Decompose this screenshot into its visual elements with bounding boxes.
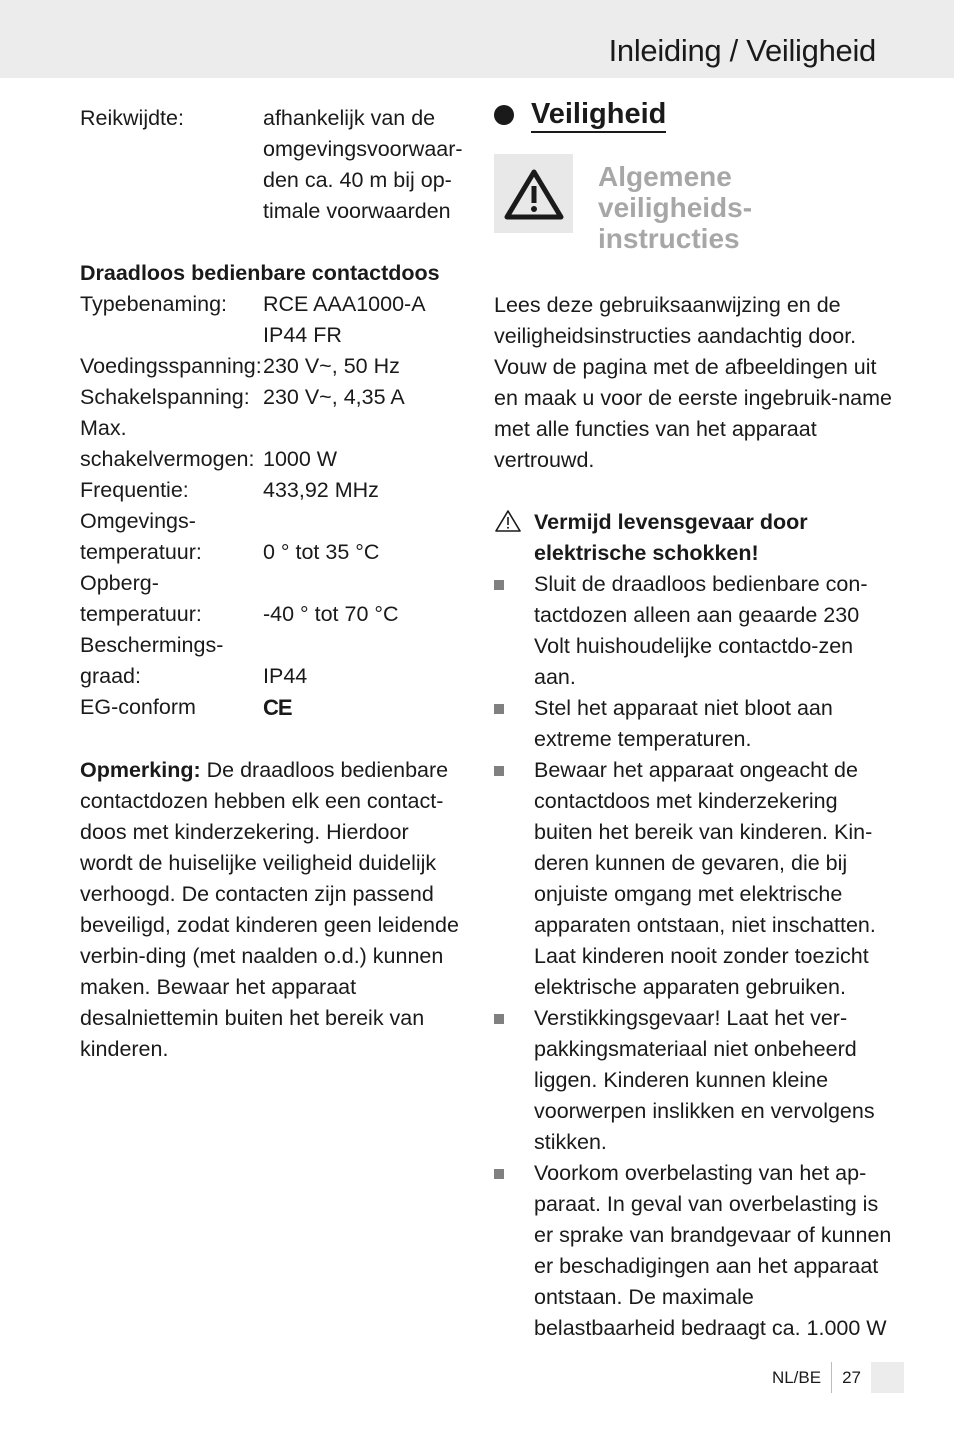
spec-label: Voedingsspanning: (80, 354, 262, 378)
ce-mark-text: CE (263, 695, 292, 720)
right-column (494, 95, 894, 1344)
conform-row (80, 692, 465, 724)
spec-row (80, 630, 465, 661)
list-item-text: Sluit de draadloos bedienbare con-tactdozen alleen aan geaarde 230 Volt huishoudelijke contactdo-zen aan. (534, 572, 868, 689)
spec-value: IP44 (263, 664, 308, 688)
spec-value (263, 413, 465, 444)
left-column (80, 103, 465, 1065)
spec-label: Omgevings- (80, 509, 196, 533)
section-title: Veiligheid (531, 97, 666, 133)
page-header-title: Inleiding / Veiligheid (608, 33, 876, 68)
list-item-text: Stel het apparaat niet bloot aan extreme temperaturen. (534, 696, 833, 751)
spec-label: Schakelspanning: (80, 385, 250, 409)
square-bullet-icon (494, 1014, 504, 1024)
range-row (80, 103, 465, 227)
page-footer (772, 1362, 904, 1393)
square-bullet-icon (494, 704, 504, 714)
list-item-text: Bewaar het apparaat ongeacht de contactdoos met kinderzekering buiten het bereik van kinderen. Kin-deren kunnen de gevaren, die bij onjuiste omgang met elektrische apparaten ontstaan, niet inschatten. Laat kinderen nooit zonder toezicht elektrische apparaten gebruiken. (534, 758, 876, 999)
spec-row (80, 537, 465, 568)
spec-row (80, 382, 465, 413)
spec-value (263, 630, 465, 661)
warning-small-icon (494, 507, 534, 569)
device-title: Draadloos bedienbare contactdoos (80, 261, 440, 285)
spec-label: graad: (80, 664, 141, 688)
spec-row (80, 475, 465, 506)
square-bullet-icon (494, 1169, 504, 1179)
spec-value: -40 ° tot 70 °C (263, 602, 399, 626)
intro-paragraph: Lees deze gebruiksaanwijzing en de veiligheidsinstructies aandachtig door. Vouw de pagina met de afbeeldingen uit en maak u voor de eerste ingebruik-name met alle functies van het apparaat vertrouwd. (494, 293, 892, 472)
note-text: De draadloos bedienbare contactdozen hebben elk een contact-doos met kinderzekering. Hierdoor wordt de huiselijke veiligheid duidelijk verhoogd. De contacten zijn passend beveiligd, zodat kinderen geen leidende verbin-ding (met naalden o.d.) kunnen maken. Bewaar het apparaat desalniettemin buiten het bereik van kinderen. (80, 758, 459, 1061)
spec-label: Frequentie: (80, 478, 189, 502)
spec-value (263, 568, 465, 599)
list-item (494, 693, 894, 755)
list-item-text: Voorkom overbelasting van het ap-paraat. In geval van overbelasting is er sprake van brandgevaar of kunnen er beschadigingen aan het apparaat ontstaan. De maximale belastbaarheid bedraagt ca. 1.000 W (534, 1161, 892, 1340)
range-label: Reikwijdte: (80, 106, 184, 130)
warning-heading-text: Vermijd levensgevaar door elektrische schokken! (534, 510, 808, 565)
list-item (494, 755, 894, 1003)
spec-value: 230 V~, 50 Hz (263, 354, 400, 378)
conform-label: EG-conform (80, 695, 196, 719)
sub-title: Algemene veiligheids-instructies (598, 161, 753, 254)
spec-label: Max. (80, 416, 127, 440)
list-item-text: Verstikkingsgevaar! Laat het ver-pakkingsmateriaal niet onbeheerd liggen. Kinderen kunnen kleine voorwerpen inslikken en vervolgens stikken. (534, 1006, 875, 1154)
section-heading (494, 95, 894, 135)
list-item (494, 1003, 894, 1158)
general-safety-block (494, 154, 894, 254)
spec-label: Opberg- (80, 571, 159, 595)
heading-bullet-icon (494, 105, 514, 125)
spec-row (80, 661, 465, 692)
spec-row (80, 568, 465, 599)
spec-value: RCE AAA1000-A IP44 FR (263, 292, 425, 347)
spec-row (80, 599, 465, 630)
spec-value: 1000 W (263, 447, 338, 471)
spec-label: temperatuur: (80, 602, 202, 626)
footer-tab-box (871, 1362, 904, 1393)
spec-label: schakelvermogen: (80, 447, 255, 471)
warning-heading (494, 507, 894, 569)
list-item (494, 1158, 894, 1344)
warning-triangle-icon (494, 154, 573, 233)
spec-value: 0 ° tot 35 °C (263, 540, 380, 564)
note-label: Opmerking: (80, 758, 201, 782)
spec-row (80, 444, 465, 475)
spec-row (80, 351, 465, 382)
note-paragraph (80, 755, 465, 1065)
square-bullet-icon (494, 580, 504, 590)
safety-bullet-list (494, 569, 894, 1344)
spec-value: 433,92 MHz (263, 478, 379, 502)
spec-row (80, 506, 465, 537)
square-bullet-icon (494, 766, 504, 776)
spec-value (263, 506, 465, 537)
list-item (494, 569, 894, 693)
spec-label: temperatuur: (80, 540, 202, 564)
spec-row (80, 289, 465, 351)
range-value: afhankelijk van de omgevingsvoorwaar-den ca. 40 m bij op-timale voorwaarden (263, 106, 463, 223)
footer-language: NL/BE (771, 1367, 822, 1387)
spec-value: 230 V~, 4,35 A (263, 385, 405, 409)
page-number: 27 (842, 1367, 861, 1387)
spec-table (80, 289, 465, 724)
spec-label: Typebenaming: (80, 292, 228, 316)
spec-row (80, 413, 465, 444)
ce-mark-icon (263, 692, 465, 724)
spec-label: Beschermings- (80, 633, 224, 657)
